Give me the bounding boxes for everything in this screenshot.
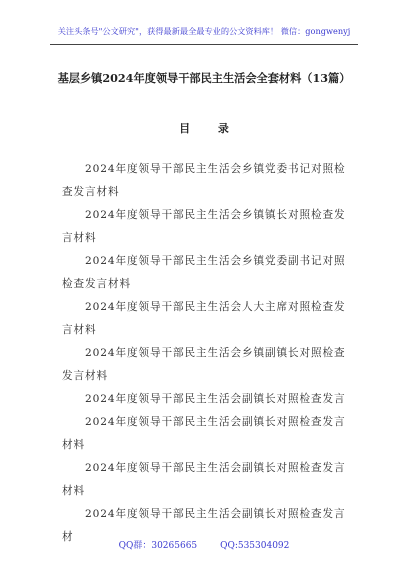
toc-item: 2024年度领导干部民主生活会乡镇镇长对照检查发言材料 — [62, 209, 346, 244]
toc-heading: 目 录 — [179, 122, 241, 135]
toc-item: 2024年度领导干部民主生活会副镇长对照检查发言材料 — [62, 462, 346, 497]
footer-qq: QQ:535304092 — [220, 541, 290, 551]
toc-item: 2024年度领导干部民主生活会人大主席对照检查发言材料 — [62, 301, 346, 336]
footer-contact — [0, 538, 408, 551]
header-promo-note: 关注头条号"公文研究"，获得最新最全最专业的公文资料库！ 微信：gongwenyj — [57, 26, 351, 36]
footer-qq-group: QQ群：30265665 — [118, 541, 198, 551]
toc-item: 2024年度领导干部民主生活会副镇长对照检查发言材 — [62, 508, 346, 543]
table-of-contents — [62, 158, 352, 549]
toc-item: 2024年度领导干部民主生活会副镇长对照检查发言 — [85, 393, 346, 405]
toc-item: 2024年度领导干部民主生活会乡镇副镇长对照检查发言材料 — [62, 347, 346, 382]
toc-item: 2024年度领导干部民主生活会乡镇党委书记对照检查发言材料 — [62, 163, 346, 198]
header-divider — [50, 44, 358, 45]
toc-item: 2024年度领导干部民主生活会乡镇党委副书记对照检查发言材料 — [62, 255, 346, 290]
toc-item: 2024年度领导干部民主生活会副镇长对照检查发言材料 — [62, 416, 346, 451]
document-title: 基层乡镇2024年度领导干部民主生活会全套材料（13篇） — [57, 71, 351, 85]
